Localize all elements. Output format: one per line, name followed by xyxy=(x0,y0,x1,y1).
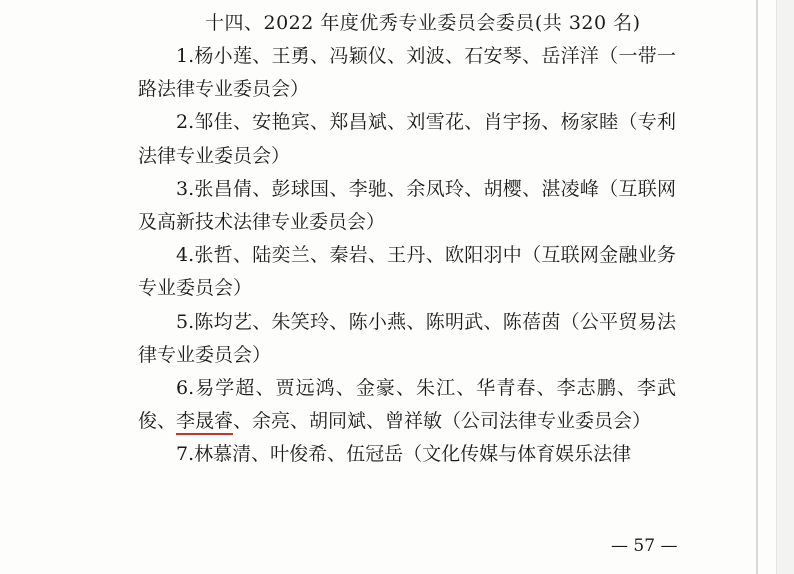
adjacent-page-margin xyxy=(776,0,794,574)
list-item-2: 2.邹佳、安艳宾、郑昌斌、刘雪花、肖宇扬、杨家睦（专利法律专业委员会） xyxy=(138,111,676,167)
list-item-1: 1.杨小莲、王勇、冯颖仪、刘波、石安琴、岳洋洋（一带一路法律专业委员会） xyxy=(138,45,676,101)
list-item-6-after: 、余亮、胡同斌、曾祥敏（公司法律专业委员会） xyxy=(233,410,652,433)
page-number: — 57 — xyxy=(611,536,678,556)
list-item-6 xyxy=(138,372,676,438)
committee-member-list xyxy=(138,40,676,472)
page-edge-line xyxy=(756,0,758,574)
section-heading: 十四、2022 年度优秀专业委员会委员(共 320 名) xyxy=(205,12,641,34)
highlighted-name: 李晟睿 xyxy=(176,410,233,435)
list-item-3: 3.张昌倩、彭球国、李驰、余凤玲、胡樱、湛凌峰（互联网及高新技术法律专业委员会） xyxy=(138,177,676,234)
list-item-5: 5.陈均艺、朱笑玲、陈小燕、陈明武、陈蓓茵（公平贸易法律专业委员会） xyxy=(138,310,676,366)
list-item-4: 4.张哲、陆奕兰、秦岩、王丹、欧阳羽中（互联网金融业务专业委员会） xyxy=(138,244,676,300)
list-item-7: 7.林慕清、叶俊希、伍冠岳（文化传媒与体育娱乐法律 xyxy=(176,443,632,466)
list-item-6-before: 6.易学超、贾远鸿、金豪、朱江、华青春、李志鹏、李武俊、 xyxy=(138,377,676,433)
